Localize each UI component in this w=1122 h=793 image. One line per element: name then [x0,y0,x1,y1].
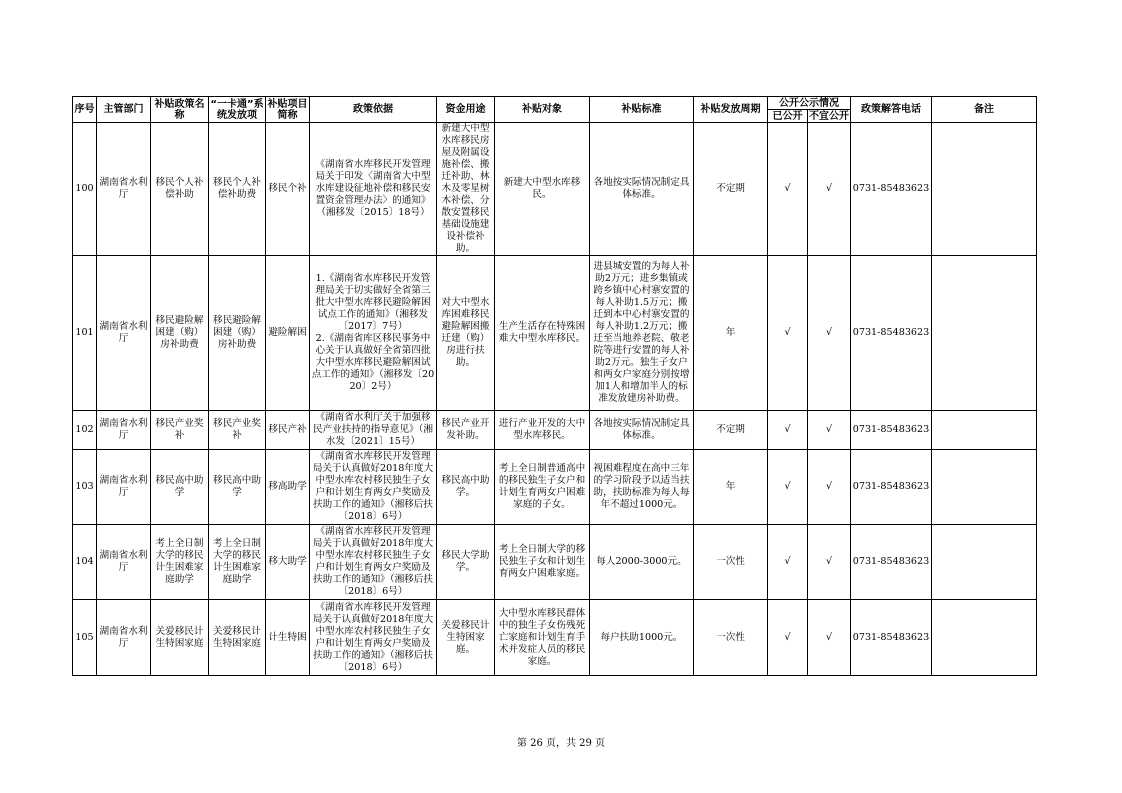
cell-short-name: 计生特困 [266,600,310,676]
header-short-name: 补贴项目简称 [267,98,308,121]
cell-cycle: 年 [694,450,768,525]
cell-phone: 0731-85483623 [851,600,932,676]
cell-card-name: 移民高中助学 [209,450,266,525]
cell-short-name: 避险解困 [266,256,310,411]
table-row [73,525,1037,600]
cell-target: 进行产业开发的大中型水库移民。 [495,411,590,450]
cell-not-public: √ [808,525,851,600]
cell-phone: 0731-85483623 [851,256,932,411]
cell-public: √ [768,123,808,256]
header-fund-use: 资金用途 [437,97,495,123]
cell-remarks [932,411,1037,450]
header-cycle: 补贴发放周期 [694,97,768,123]
cell-basis: 《湖南省水利厅关于加强移民产业扶持的指导意见》（湘水发〔2021〕15号） [310,411,437,450]
cell-seq: 105 [73,600,97,676]
cell-card-name: 考上全日制大学的移民计生困难家庭助学 [209,525,266,600]
cell-fund-use: 新建大中型水库移民房屋及附属设施补偿、搬迁补助、林木及零星树木补偿、分散安置移民基础设施建设补偿补助。 [437,123,495,256]
cell-fund-use: 关爱移民计生特困家庭。 [437,600,495,676]
header-card-name: “一卡通”系统发放项 [210,98,264,121]
page-number: 第 26 页，共 29 页 [516,738,606,749]
cell-standard: 每户扶助1000元。 [590,600,694,676]
cell-seq: 101 [73,256,97,411]
cell-basis: 《湖南省水库移民开发管理局关于印发〈湖南省大中型水库建设征地补偿和移民安置资金管理办法〉的通知》（湘移发〔2015〕18号） [310,123,437,256]
cell-public: √ [768,256,808,411]
cell-dept: 湖南省水利厅 [97,123,151,256]
cell-target: 考上全日制大学的移民独生子女和计划生育两女户困难家庭。 [495,525,590,600]
cell-not-public: √ [808,123,851,256]
cell-seq: 102 [73,411,97,450]
cell-cycle: 不定期 [694,123,768,256]
header-policy-name: 补贴政策名称 [151,97,209,123]
cell-target: 大中型水库移民群体中的独生子女伤残死亡家庭和计划生育手术并发症人员的移民家庭。 [495,600,590,676]
cell-dept: 湖南省水利厅 [97,450,151,525]
cell-policy-name: 移民产业奖补 [151,411,209,450]
header-target: 补贴对象 [495,97,590,123]
cell-dept: 湖南省水利厅 [97,256,151,411]
cell-cycle: 一次性 [694,600,768,676]
cell-remarks [932,450,1037,525]
cell-not-public: √ [808,600,851,676]
cell-standard: 各地按实际情况制定具体标准。 [590,123,694,256]
cell-card-name: 关爱移民计生特困家庭 [209,600,266,676]
cell-short-name: 移高助学 [266,450,310,525]
cell-seq: 100 [73,123,97,256]
cell-not-public: √ [808,256,851,411]
cell-target: 考上全日制普通高中的移民独生子女户和计划生育两女户困难家庭的子女。 [495,450,590,525]
cell-dept: 湖南省水利厅 [97,411,151,450]
header-phone: 政策解答电话 [851,97,932,123]
cell-basis: 《湖南省水库移民开发管理局关于认真做好2018年度大中型水库农村移民独生子女户和计划生育两女户奖励及扶助工作的通知》（湘移后扶〔2018〕6号） [310,600,437,676]
table-row [73,256,1037,411]
cell-remarks [932,525,1037,600]
cell-phone: 0731-85483623 [851,411,932,450]
cell-fund-use: 移民大学助学。 [437,525,495,600]
cell-phone: 0731-85483623 [851,525,932,600]
cell-phone: 0731-85483623 [851,450,932,525]
cell-card-name: 移民产业奖补 [209,411,266,450]
cell-standard: 视困难程度在高中三年的学习阶段予以适当扶助，扶助标准为每人每年不超过1000元。 [590,450,694,525]
cell-public: √ [768,600,808,676]
cell-public: √ [768,450,808,525]
cell-target: 生产生活存在特殊困难大中型水库移民。 [495,256,590,411]
table-row [73,411,1037,450]
cell-basis: 1.《湖南省水库移民开发管理局关于切实做好全省第三批大中型水库移民避险解困试点工作的通知》（湘移发〔2017〕7号） 2.《湖南省库区移民事务中心关于认真做好全省第四批大中型水库移民避险解困试点工作的通知》（湘移发〔2020〕2号） [310,256,437,411]
cell-short-name: 移民产补 [266,411,310,450]
header-remarks: 备注 [932,97,1037,123]
cell-public: √ [768,411,808,450]
cell-target: 新建大中型水库移民。 [495,123,590,256]
cell-short-name: 移民个补 [266,123,310,256]
cell-cycle: 年 [694,256,768,411]
header-dept: 主管部门 [97,97,151,123]
cell-dept: 湖南省水利厅 [97,600,151,676]
cell-standard: 每人2000-3000元。 [590,525,694,600]
cell-policy-name: 移民个人补偿补助 [151,123,209,256]
cell-fund-use: 移民高中助学。 [437,450,495,525]
cell-remarks [932,600,1037,676]
cell-seq: 103 [73,450,97,525]
cell-fund-use: 对大中型水库困难移民避险解困搬迁建（购）房进行扶助。 [437,256,495,411]
cell-basis: 《湖南省水库移民开发管理局关于认真做好2018年度大中型水库农村移民独生子女户和计划生育两女户奖励及扶助工作的通知》（湘移后扶〔2018〕6号） [310,525,437,600]
cell-cycle: 一次性 [694,525,768,600]
cell-basis: 《湖南省水库移民开发管理局关于认真做好2018年度大中型水库农村移民独生子女户和计划生育两女户奖励及扶助工作的通知》（湘移后扶〔2018〕6号） [310,450,437,525]
cell-short-name: 移大助学 [266,525,310,600]
cell-not-public: √ [808,450,851,525]
header-standard: 补贴标准 [590,97,694,123]
cell-cycle: 不定期 [694,411,768,450]
header-public: 已公开 [768,110,808,123]
cell-remarks [932,256,1037,411]
cell-not-public: √ [808,411,851,450]
header-basis: 政策依据 [310,97,437,123]
header-seq: 序号 [73,97,97,123]
cell-card-name: 移民个人补偿补助费 [209,123,266,256]
table-row [73,123,1037,256]
table-row [73,450,1037,525]
cell-policy-name: 移民高中助学 [151,450,209,525]
cell-public: √ [768,525,808,600]
cell-card-name: 移民避险解困建（购）房补助费 [209,256,266,411]
cell-fund-use: 移民产业开发补助。 [437,411,495,450]
cell-remarks [932,123,1037,256]
cell-policy-name: 关爱移民计生特困家庭 [151,600,209,676]
table-row [73,600,1037,676]
cell-policy-name: 移民避险解困建（购）房补助费 [151,256,209,411]
cell-standard: 各地按实际情况制定具体标准。 [590,411,694,450]
cell-policy-name: 考上全日制大学的移民计生困难家庭助学 [151,525,209,600]
header-not-public: 不宜公开 [809,110,849,122]
header-publicity: 公开公示情况 [768,97,851,110]
cell-phone: 0731-85483623 [851,123,932,256]
cell-standard: 进县城安置的为每人补助2万元；进乡集镇或跨乡镇中心村寨安置的每人补助1.5万元；搬迁到本中心村寨安置的每人补助1.2万元；搬迁至当地养老院、敬老院等进行安置的每人补助2万元。独生子女户和两女户家庭分别按增加1人和增加半人的标准发放建房补助费。 [590,256,694,411]
cell-dept: 湖南省水利厅 [97,525,151,600]
cell-seq: 104 [73,525,97,600]
policy-table [72,96,1037,676]
header-row [73,97,1037,110]
